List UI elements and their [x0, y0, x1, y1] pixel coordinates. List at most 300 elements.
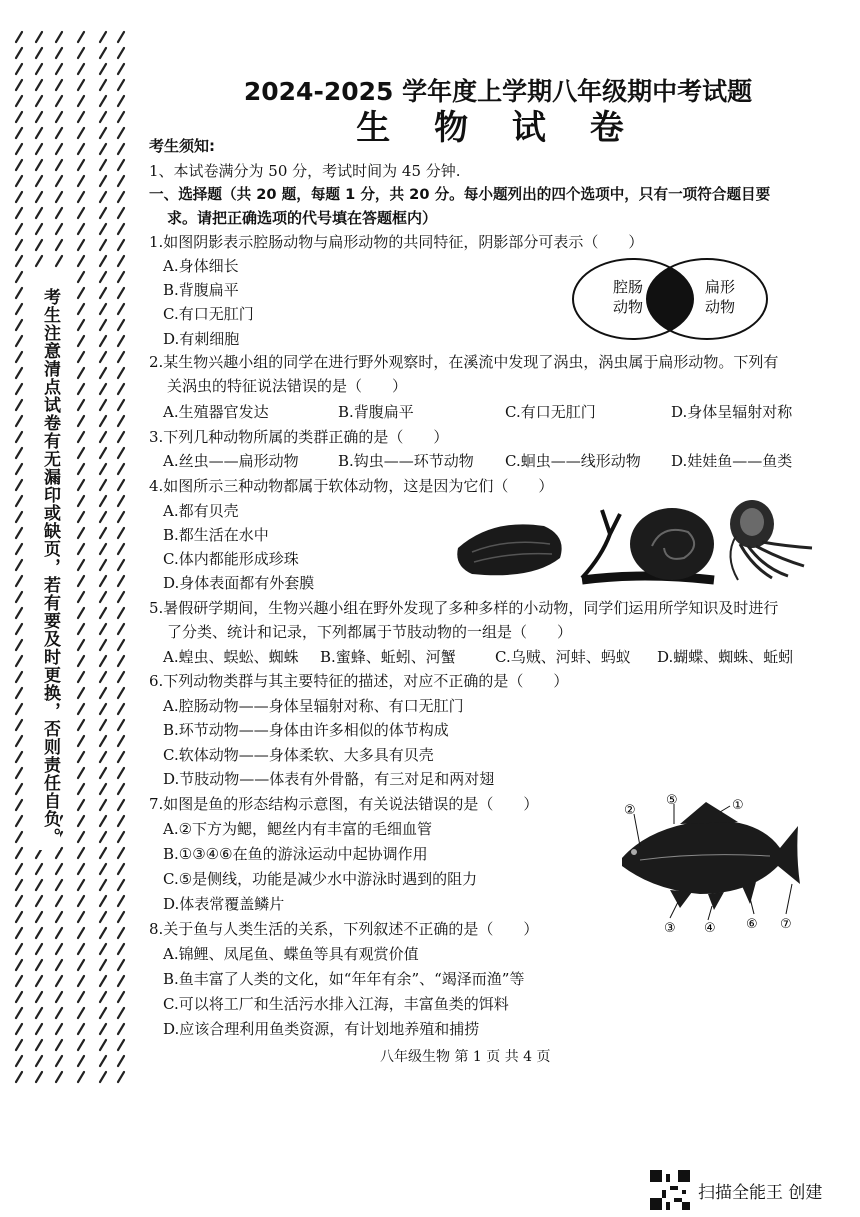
margin-slash: [78, 736, 84, 746]
margin-slash: [100, 368, 106, 378]
margin-slash: [16, 320, 22, 330]
margin-slash: [56, 160, 62, 170]
margin-slash: [100, 880, 106, 890]
margin-slash: [16, 272, 22, 282]
q8-option-a: A.锦鲤、凤尾鱼、蝶鱼等具有观赏价值: [163, 945, 419, 963]
q4-option-d: D.身体表面都有外套膜: [163, 574, 315, 592]
margin-slash: [100, 544, 106, 554]
margin-slash: [100, 768, 106, 778]
margin-slash: [16, 816, 22, 826]
fish-diagram: [610, 790, 806, 940]
margin-slash: [16, 528, 22, 538]
margin-slash: [36, 1008, 42, 1018]
margin-slash: [78, 880, 84, 890]
margin-slash: [100, 432, 106, 442]
q3-option-a: A.丝虫——扁形动物: [163, 452, 299, 470]
margin-slash: [118, 368, 124, 378]
margin-slash: [100, 400, 106, 410]
q8-option-d: D.应该合理利用鱼类资源，有计划地养殖和捕捞: [163, 1020, 480, 1038]
margin-slash: [100, 640, 106, 650]
margin-slash: [118, 480, 124, 490]
margin-slash: [16, 832, 22, 842]
margin-slash: [16, 608, 22, 618]
margin-slash: [16, 672, 22, 682]
margin-slash: [118, 832, 124, 842]
margin-slash: [118, 1056, 124, 1066]
q5-option-c: C.乌贼、河蚌、蚂蚁: [495, 648, 631, 666]
margin-slash: [100, 272, 106, 282]
q2-option-a: A.生殖器官发达: [163, 403, 269, 421]
margin-slash: [16, 160, 22, 170]
q5-option-b: B.蜜蜂、蚯蚓、河蟹: [320, 648, 456, 666]
margin-slash: [16, 336, 22, 346]
margin-slash: [78, 256, 84, 266]
margin-slash: [118, 688, 124, 698]
q8-option-c: C.可以将工厂和生活污水排入江海，丰富鱼类的饵料: [163, 995, 509, 1013]
margin-slash: [78, 288, 84, 298]
margin-slash: [16, 880, 22, 890]
margin-slash: [16, 64, 22, 74]
margin-slash: [118, 1024, 124, 1034]
margin-slash: [16, 640, 22, 650]
margin-slash: [118, 944, 124, 954]
margin-slash: [100, 480, 106, 490]
margin-slash: [56, 1040, 62, 1050]
margin-slash: [100, 1040, 106, 1050]
margin-slash: [16, 96, 22, 106]
margin-slash: [36, 224, 42, 234]
margin-slash: [36, 64, 42, 74]
q1-stem: 1.如图阴影表示腔肠动物与扁形动物的共同特征，阴影部分可表示（ ）: [149, 233, 644, 251]
section-heading-line-1: 一、选择题（共 20 题，每题 1 分，共 20 分。每小题列出的四个选项中，只有一项符合题目要: [149, 186, 771, 203]
margin-slash: [16, 240, 22, 250]
margin-slash: [100, 848, 106, 858]
margin-slash: [118, 1040, 124, 1050]
margin-slash: [16, 192, 22, 202]
margin-slash: [118, 288, 124, 298]
margin-slash: [78, 304, 84, 314]
margin-slash: [118, 464, 124, 474]
margin-slash: [118, 240, 124, 250]
margin-slash: [16, 288, 22, 298]
margin-slash: [78, 752, 84, 762]
fish-label-7: ⑦: [780, 917, 792, 932]
venn-left-label-2: 动物: [613, 298, 644, 316]
margin-slash: [100, 464, 106, 474]
margin-slash: [100, 960, 106, 970]
margin-slash: [36, 256, 42, 266]
margin-slash: [78, 864, 84, 874]
margin-slash: [78, 96, 84, 106]
margin-slash: [16, 32, 22, 42]
fish-label-3: ③: [664, 921, 676, 936]
margin-slash: [100, 720, 106, 730]
margin-slash: [100, 800, 106, 810]
scanner-watermark: [650, 1170, 822, 1210]
margin-slash: [118, 1072, 124, 1082]
margin-slash: [56, 96, 62, 106]
margin-slash: [100, 96, 106, 106]
margin-slash: [36, 912, 42, 922]
fish-label-5: ⑤: [666, 793, 678, 808]
margin-slash: [100, 944, 106, 954]
margin-slash: [16, 144, 22, 154]
margin-slash: [118, 896, 124, 906]
margin-slash: [118, 336, 124, 346]
margin-slash: [118, 624, 124, 634]
margin-slash: [78, 928, 84, 938]
margin-slash: [78, 832, 84, 842]
margin-slash: [118, 528, 124, 538]
q3-option-c: C.蛔虫——线形动物: [505, 452, 641, 470]
q1-option-c: C.有口无肛门: [163, 305, 254, 323]
margin-slash: [100, 672, 106, 682]
margin-slash: [118, 496, 124, 506]
binding-margin: [0, 0, 130, 1090]
margin-slash: [100, 384, 106, 394]
margin-slash: [100, 896, 106, 906]
margin-slash: [100, 224, 106, 234]
q1-option-b: B.背腹扁平: [163, 281, 239, 299]
margin-slash: [118, 272, 124, 282]
q2-option-c: C.有口无肛门: [505, 403, 596, 421]
margin-slash: [100, 80, 106, 90]
margin-slash: [78, 800, 84, 810]
q2-stem-line-2: 关涡虫的特征说法错误的是（ ）: [167, 377, 408, 395]
margin-slash: [36, 144, 42, 154]
margin-slash: [118, 304, 124, 314]
q6-option-d: D.节肢动物——体表有外骨骼，有三对足和两对翅: [163, 770, 495, 788]
venn-right-label-1: 扁形: [705, 278, 736, 296]
margin-slash: [16, 592, 22, 602]
margin-slash: [100, 160, 106, 170]
margin-slash: [100, 512, 106, 522]
margin-slash: [118, 384, 124, 394]
margin-slash: [16, 512, 22, 522]
margin-slash: [118, 928, 124, 938]
margin-slash: [16, 848, 22, 858]
margin-slash: [100, 32, 106, 42]
margin-slash: [118, 912, 124, 922]
q2-stem-line-1: 2.某生物兴趣小组的同学在进行野外观察时，在溪流中发现了涡虫，涡虫属于扁形动物。下列有: [149, 353, 779, 371]
q4-option-b: B.都生活在水中: [163, 526, 269, 544]
q2-option-d: D.身体呈辐射对称: [671, 403, 793, 421]
q6-option-b: B.环节动物——身体由许多相似的体节构成: [163, 721, 449, 739]
margin-slash: [16, 784, 22, 794]
margin-slash: [16, 80, 22, 90]
notice-label: 考生须知:: [149, 137, 215, 155]
margin-slash: [56, 1008, 62, 1018]
margin-slash: [78, 848, 84, 858]
margin-slash: [16, 912, 22, 922]
margin-slash: [36, 976, 42, 986]
margin-slash: [100, 448, 106, 458]
q8-option-b: B.鱼丰富了人类的文化，如“年年有余”、“竭泽而渔”等: [163, 970, 525, 988]
margin-slash: [78, 608, 84, 618]
margin-slash: [56, 224, 62, 234]
margin-slash: [16, 960, 22, 970]
margin-slash: [78, 384, 84, 394]
margin-slash: [78, 912, 84, 922]
margin-slash: [100, 304, 106, 314]
margin-slash: [118, 1008, 124, 1018]
margin-slash: [16, 624, 22, 634]
margin-slash: [100, 832, 106, 842]
margin-slash: [118, 848, 124, 858]
margin-slash: [56, 112, 62, 122]
margin-slash: [118, 720, 124, 730]
margin-slash: [78, 960, 84, 970]
margin-slash: [78, 544, 84, 554]
margin-slash: [118, 704, 124, 714]
margin-slash: [36, 96, 42, 106]
margin-slash: [56, 64, 62, 74]
venn-right-label-2: 动物: [705, 298, 736, 316]
margin-slash: [78, 64, 84, 74]
margin-slash: [100, 176, 106, 186]
margin-slash: [56, 32, 62, 42]
margin-slash: [78, 128, 84, 138]
margin-slash: [78, 368, 84, 378]
margin-slash: [118, 352, 124, 362]
q5-stem-line-2: 了分类、统计和记录，下列都属于节肢动物的一组是（ ）: [167, 623, 573, 641]
margin-slash: [100, 320, 106, 330]
margin-slash: [100, 64, 106, 74]
margin-slash: [56, 976, 62, 986]
margin-slash: [118, 32, 124, 42]
margin-slash: [118, 48, 124, 58]
margin-slash: [16, 736, 22, 746]
margin-slash: [78, 464, 84, 474]
margin-slash: [56, 208, 62, 218]
margin-slash: [16, 368, 22, 378]
margin-slash: [100, 784, 106, 794]
margin-slash: [56, 80, 62, 90]
margin-slash: [56, 240, 62, 250]
fish-label-6: ⑥: [746, 917, 758, 932]
margin-slash: [36, 112, 42, 122]
margin-slash: [16, 560, 22, 570]
margin-slash: [118, 544, 124, 554]
margin-slash: [36, 80, 42, 90]
margin-slash: [36, 240, 42, 250]
margin-slash: [100, 112, 106, 122]
margin-slash: [16, 304, 22, 314]
margin-slash: [118, 672, 124, 682]
q5-stem-line-1: 5.暑假研学期间，生物兴趣小组在野外发现了多种多样的小动物，同学们运用所学知识及时进行: [149, 599, 779, 617]
margin-slash: [100, 240, 106, 250]
fish-label-4: ④: [704, 921, 716, 936]
margin-slash: [78, 336, 84, 346]
venn-diagram: [570, 254, 770, 344]
margin-slash: [78, 512, 84, 522]
margin-slash: [118, 224, 124, 234]
q7-stem: 7.如图是鱼的形态结构示意图，有关说法错误的是（ ）: [149, 795, 539, 813]
margin-slash: [78, 720, 84, 730]
margin-slash: [16, 1008, 22, 1018]
margin-slash: [118, 160, 124, 170]
margin-slash: [100, 144, 106, 154]
section-heading-line-2: 求。请把正确选项的代号填在答题框内）: [167, 209, 438, 227]
margin-slash: [16, 544, 22, 554]
margin-slash: [16, 480, 22, 490]
margin-slash: [118, 784, 124, 794]
margin-slash: [78, 896, 84, 906]
margin-slash: [118, 608, 124, 618]
clam-image: [457, 524, 561, 575]
margin-slash: [100, 352, 106, 362]
q2-option-b: B.背腹扁平: [338, 403, 414, 421]
margin-slash: [16, 384, 22, 394]
margin-slash: [56, 928, 62, 938]
margin-slash: [16, 688, 22, 698]
margin-slash: [100, 256, 106, 266]
margin-slash: [118, 816, 124, 826]
qr-code-icon: [650, 1170, 690, 1210]
q5-option-d: D.蝴蝶、蜘蛛、蚯蚓: [657, 648, 794, 666]
q3-option-b: B.钩虫——环节动物: [338, 452, 474, 470]
margin-slash: [78, 176, 84, 186]
margin-slash: [78, 672, 84, 682]
margin-slash: [118, 192, 124, 202]
margin-slash: [78, 528, 84, 538]
margin-slash: [78, 160, 84, 170]
margin-slash: [16, 400, 22, 410]
margin-slash: [56, 1056, 62, 1066]
margin-slash: [78, 1072, 84, 1082]
margin-slash: [78, 240, 84, 250]
q5-option-a: A.蝗虫、蜈蚣、蜘蛛: [163, 648, 299, 666]
margin-slash: [36, 32, 42, 42]
margin-slash: [118, 752, 124, 762]
margin-slash: [100, 576, 106, 586]
margin-slash: [100, 48, 106, 58]
margin-slash: [56, 176, 62, 186]
margin-slash: [78, 432, 84, 442]
margin-slash: [16, 928, 22, 938]
margin-slash: [118, 432, 124, 442]
margin-slash: [78, 112, 84, 122]
margin-slash: [16, 352, 22, 362]
margin-slash: [36, 992, 42, 1002]
margin-slash: [36, 896, 42, 906]
exam-title: 2024-2025 学年度上学期八年级期中考试题: [243, 77, 753, 106]
exam-subtitle: 生 物 试 卷: [356, 108, 640, 148]
margin-slash: [78, 496, 84, 506]
margin-notice: 考生注意清点试卷有无漏印或缺页，若有要及时更换，否则责任自负。: [34, 284, 60, 850]
q7-option-a: A.②下方为鳃，鳃丝内有丰富的毛细血管: [163, 820, 433, 838]
margin-slash: [16, 704, 22, 714]
margin-slash: [36, 864, 42, 874]
margin-slash: [16, 720, 22, 730]
margin-slash: [78, 944, 84, 954]
margin-slash: [78, 976, 84, 986]
margin-slash: [56, 48, 62, 58]
margin-slash: [78, 624, 84, 634]
q1-option-a: A.身体细长: [163, 257, 239, 275]
margin-slash: [100, 976, 106, 986]
margin-slash: [16, 224, 22, 234]
margin-slash: [100, 528, 106, 538]
fish-label-1: ①: [732, 798, 744, 813]
margin-slash: [16, 176, 22, 186]
margin-slash: [118, 448, 124, 458]
margin-slash: [118, 512, 124, 522]
margin-slash: [78, 144, 84, 154]
margin-slash: [56, 992, 62, 1002]
margin-slash: [56, 944, 62, 954]
margin-slash: [118, 800, 124, 810]
q4-stem: 4.如图所示三种动物都属于软体动物，这是因为它们（ ）: [149, 477, 554, 495]
margin-slash: [78, 272, 84, 282]
margin-slash: [100, 912, 106, 922]
margin-slash: [36, 160, 42, 170]
margin-slash: [118, 864, 124, 874]
margin-slash: [16, 896, 22, 906]
margin-slash: [78, 1008, 84, 1018]
margin-slash: [118, 208, 124, 218]
margin-slash: [78, 416, 84, 426]
margin-slash: [78, 576, 84, 586]
mollusk-illustrations: [452, 496, 817, 588]
margin-slash: [16, 448, 22, 458]
margin-slash: [16, 1056, 22, 1066]
margin-slash: [78, 1024, 84, 1034]
margin-slash: [100, 656, 106, 666]
margin-slash: [100, 192, 106, 202]
margin-slash: [78, 992, 84, 1002]
fish-label-2: ②: [624, 803, 636, 818]
q8-stem: 8.关于鱼与人类生活的关系，下列叙述不正确的是（ ）: [149, 920, 539, 938]
q4-option-c: C.体内都能形成珍珠: [163, 550, 299, 568]
margin-slash: [16, 944, 22, 954]
margin-slash: [78, 592, 84, 602]
margin-slash: [78, 704, 84, 714]
margin-slash: [118, 976, 124, 986]
scanner-text: 扫描全能王 创建: [698, 1182, 823, 1203]
margin-slash: [100, 336, 106, 346]
margin-slash: [100, 592, 106, 602]
margin-slash: [78, 640, 84, 650]
squid-image: [730, 500, 812, 580]
margin-slash: [118, 576, 124, 586]
margin-slash: [100, 288, 106, 298]
margin-slash: [56, 192, 62, 202]
margin-slash: [56, 1072, 62, 1082]
margin-slash: [78, 480, 84, 490]
page-footer: 八年级生物 第 1 页 共 4 页: [380, 1049, 551, 1065]
margin-slash: [118, 592, 124, 602]
margin-slash: [118, 560, 124, 570]
margin-slash: [16, 1024, 22, 1034]
margin-slash: [16, 976, 22, 986]
margin-slash: [118, 416, 124, 426]
q6-option-c: C.软体动物——身体柔软、大多具有贝壳: [163, 746, 434, 764]
margin-slash: [100, 864, 106, 874]
margin-slash: [56, 864, 62, 874]
margin-slash: [100, 1024, 106, 1034]
margin-slash: [78, 224, 84, 234]
q3-stem: 3.下列几种动物所属的类群正确的是（ ）: [149, 428, 449, 446]
margin-slash: [118, 960, 124, 970]
margin-slash: [16, 256, 22, 266]
margin-slash: [56, 880, 62, 890]
margin-slash: [16, 208, 22, 218]
q7-option-d: D.体表常覆盖鳞片: [163, 895, 285, 913]
margin-slash: [16, 464, 22, 474]
margin-slash: [118, 656, 124, 666]
margin-slash: [78, 208, 84, 218]
